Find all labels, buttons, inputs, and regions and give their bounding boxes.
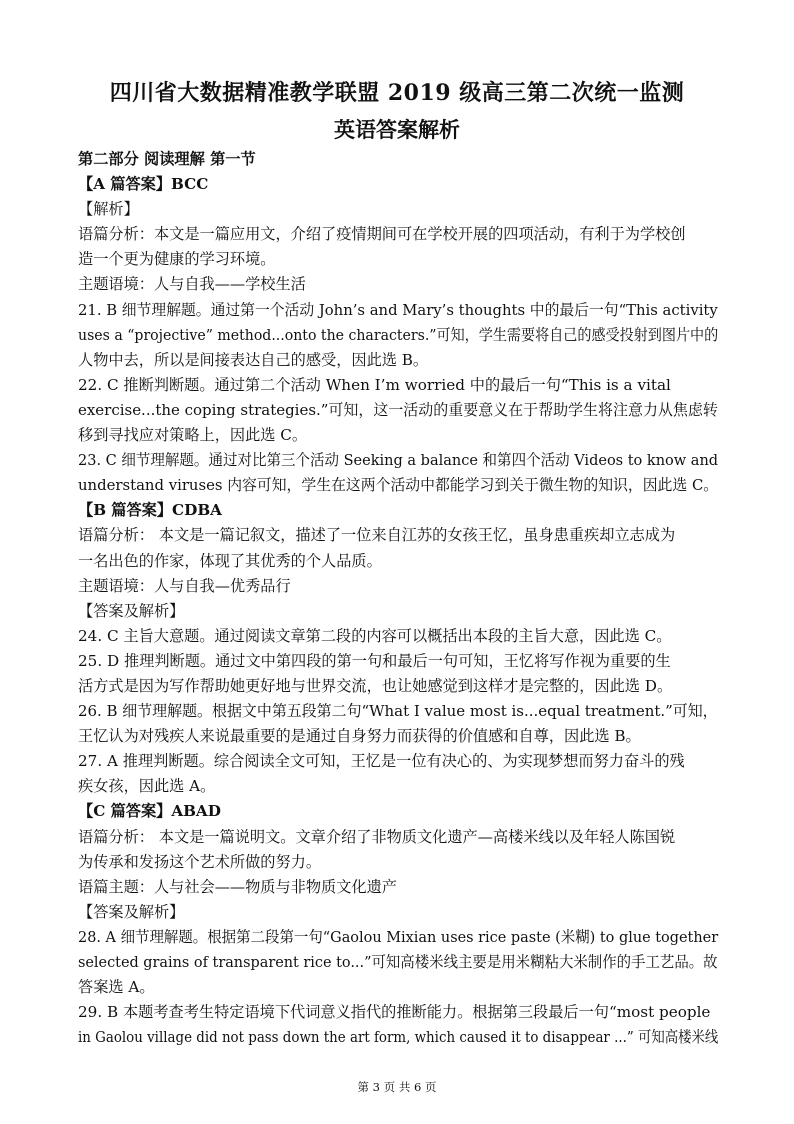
answer-content [78, 147, 718, 1050]
text-line: exercise...the coping strategies.”可知，这一活动的重要意义在于帮助学生将注意力从焦虑转 [78, 400, 718, 419]
text-line: 语篇分析：本文是一篇应用文，介绍了疫情期间可在学校开展的四项活动，有利于为学校创 [78, 225, 686, 244]
text-line: 【解析】 [78, 200, 139, 219]
text-line: 答案选 A。 [78, 978, 155, 997]
document-title: 四川省大数据精准教学联盟 2019 级高三第二次统一监测 [109, 80, 685, 106]
text-line: 造一个更为健康的学习环境。 [78, 250, 276, 269]
text-line: selected grains of transparent rice to...”可知高楼米线主要是用米糊粘大米制作的手工艺品。故 [78, 953, 718, 971]
text-line: 语篇分析： 本文是一篇记叙文，描述了一位来自江苏的女孩王忆，虽身患重疾却立志成为 [78, 526, 676, 545]
text-line: 疾女孩，因此选 A。 [78, 777, 216, 796]
text-line: 人物中去，所以是间接表达自己的感受，因此选 B。 [78, 350, 429, 369]
text-line: 28. A 细节理解题。根据第二段第一句“Gaolou Mixian uses rice paste (米糊) to glue together [78, 927, 719, 946]
text-line: 21. B 细节理解题。通过第一个活动 John’s and Mary’s thoughts 中的最后一句“This activity [78, 300, 718, 319]
document-subtitle: 英语答案解析 [334, 117, 460, 142]
text-line: 22. C 推断判断题。通过第二个活动 When I’m worried 中的最后一句“This is a vital [78, 375, 671, 394]
text-line: 【答案及解析】 [78, 601, 185, 620]
section-heading: 第二部分 阅读理解 第一节 [78, 150, 256, 168]
text-line: 活方式是因为写作帮助她更好地与世界交流，也让她感觉到这样才是完整的，因此选 D。 [78, 676, 673, 695]
section-heading: 【A 篇答案】BCC [78, 175, 209, 194]
page-footer: 第 3 页 共 6 页 [357, 1080, 437, 1094]
text-line: understand viruses 内容可知，学生在这两个活动中都能学习到关于微生物的知识，因此选 C。 [78, 476, 719, 495]
text-line: 27. A 推理判断题。综合阅读全文可知，王忆是一位有决心的、为实现梦想而努力奋斗的残 [78, 752, 685, 771]
text-line: 为传承和发扬这个艺术所做的努力。 [78, 852, 321, 871]
text-line: in Gaolou village did not pass down the art form, which caused it to disappear ...” 可知高楼米线 [78, 1028, 719, 1047]
section-heading: 【B 篇答案】CDBA [78, 501, 222, 520]
text-line: 25. D 推理判断题。通过文中第四段的第一句和最后一句可知，王忆将写作视为重要的生 [78, 651, 671, 670]
text-line: 一名出色的作家，体现了其优秀的个人品质。 [78, 551, 382, 570]
text-line: 移到寻找应对策略上，因此选 C。 [78, 426, 308, 445]
section-heading: 【C 篇答案】ABAD [78, 802, 221, 821]
text-line: 26. B 细节理解题。根据文中第五段第二句“What I value most is...equal treatment.”可知， [78, 702, 718, 721]
text-line: 王忆认为对残疾人来说最重要的是通过自身努力而获得的价值感和自尊，因此选 B。 [78, 727, 641, 746]
text-line: 【答案及解析】 [78, 902, 185, 921]
text-line: 语篇主题：人与社会——物质与非物质文化遗产 [78, 877, 397, 896]
text-line: 24. C 主旨大意题。通过阅读文章第二段的内容可以概括出本段的主旨大意，因此选 C。 [78, 626, 672, 645]
text-line: 主题语境：人与自我—优秀品行 [78, 576, 291, 595]
text-line: 语篇分析： 本文是一篇说明文。文章介绍了非物质文化遗产—高楼米线以及年轻人陈国锐 [78, 827, 676, 846]
text-line: 23. C 细节理解题。通过对比第三个活动 Seeking a balance 和第四个活动 Videos to know and [78, 451, 719, 470]
text-line: uses a “projective” method...onto the characters.”可知，学生需要将自己的感受投射到图片中的 [78, 325, 719, 344]
text-line: 29. B 本题考查考生特定语境下代词意义指代的推断能力。根据第三段最后一句“most people [78, 1003, 711, 1022]
text-line: 主题语境：人与自我——学校生活 [78, 275, 306, 294]
